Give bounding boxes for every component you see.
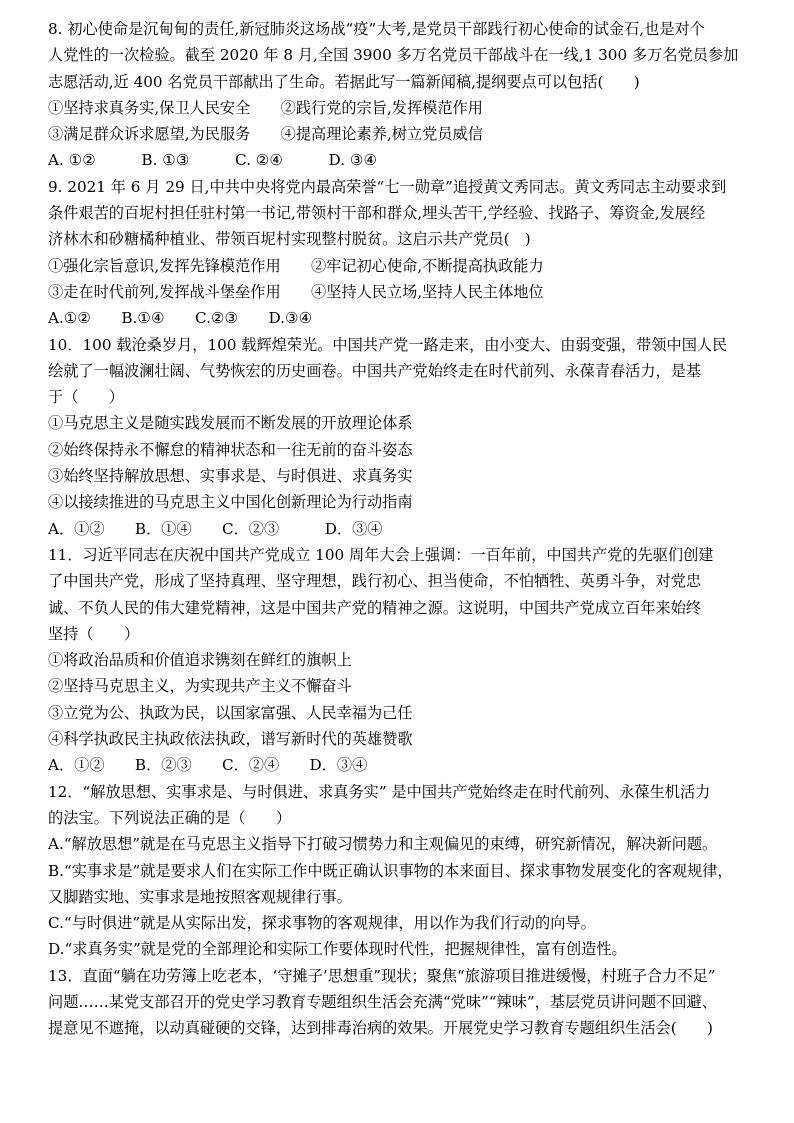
question-11-line-2: 了中国共产党，形成了坚持真理、坚守理想，践行初心、担当使命，不怕牺牲、英勇斗争，对党忠	[48, 572, 702, 591]
question-11-line-4: 坚持（ ）	[48, 624, 140, 643]
question-8-statements-3-4: ③满足群众诉求愿望,为民服务 ④提高理论素养,树立党员威信	[48, 125, 483, 144]
question-11-statement-4: ④科学执政民主执政依法执政，谱写新时代的英雄赞歌	[48, 730, 413, 749]
question-10-statement-2: ②始终保持永不懈怠的精神状态和一往无前的奋斗姿态	[48, 440, 413, 459]
question-10-statement-1: ①马克思主义是随实践发展而不断发展的开放理论体系	[48, 414, 413, 433]
question-13	[48, 963, 752, 1042]
question-11-statement-2: ②坚持马克思主义，为实现共产主义不懈奋斗	[48, 677, 352, 696]
question-11-statement-3: ③立党为公、执政为民，以国家富强、人民幸福为己任	[48, 703, 413, 722]
question-13-line-3: 提意见不遮掩，以动真碰硬的交锋，达到排毒治病的效果。开展党史学习教育专题组织生活会( )	[48, 1019, 713, 1038]
question-10-line-1: 10．100 载沧桑岁月，100 载辉煌荣光。中国共产党一路走来，由小变大、由弱变强，带领中国人民	[48, 335, 728, 354]
question-12-option-c: C.“与时俱进”就是从实际出发，探求事物的客观规律，用以作为我们行动的向导。	[48, 914, 596, 933]
question-10-statement-4: ④以接续推进的马克思主义中国化创新理论为行动指南	[48, 493, 413, 512]
question-9-line-2: 条件艰苦的百坭村担任驻村第一书记,带领村干部和群众,埋头苦干,学经验、找路子、筹资金,发展经	[48, 204, 706, 223]
question-12	[48, 779, 752, 963]
question-11-statement-1: ①将政治品质和价值追求镌刻在鲜红的旗帜上	[48, 651, 352, 670]
question-12-line-1: 12．“解放思想、实事求是、与时俱进、求真务实” 是中国共产党始终走在时代前列、永葆生机活力	[48, 782, 711, 801]
question-12-option-b-cont: 又脚踏实地、实事求是地按照客观规律行事。	[48, 887, 352, 906]
question-11-line-3: 诚、不负人民的伟大建党精神，这是中国共产党的精神之源。这说明，中国共产党成立百年来始终	[48, 598, 702, 617]
question-8-options: A. ①② B. ①③ C. ②④ D. ③④	[48, 151, 378, 170]
question-9-statements-1-2: ①强化宗旨意识,发挥先锋模范作用 ②牢记初心使命,不断提高执政能力	[48, 256, 544, 275]
question-11	[48, 542, 752, 779]
question-9-line-1: 9. 2021 年 6 月 29 日,中共中央将党内最高荣誉“七一勋章”追授黄文秀同志。黄文秀同志主动要求到	[48, 177, 727, 196]
question-12-option-b: B.“实事求是”就是要求人们在实际工作中既正确认识事物的本来面目、探求事物发展变化的客观规律，	[48, 861, 733, 880]
question-10-options: A．①② B．①④ C．②③ D．③④	[48, 519, 383, 538]
question-12-line-2: 的法宝。下列说法正确的是（ ）	[48, 808, 291, 827]
exam-page	[48, 16, 752, 1042]
question-8	[48, 16, 752, 174]
question-9	[48, 174, 752, 332]
question-10-line-3: 于（ ）	[48, 388, 124, 407]
question-12-option-a: A.“解放思想”就是在马克思主义指导下打破习惯势力和主观偏见的束缚，研究新情况，解决新问题。	[48, 835, 718, 854]
question-9-line-3: 济林木和砂糖橘种植业、带领百坭村实现整村脱贫。这启示共产党员( )	[48, 230, 531, 249]
question-13-line-1: 13．直面“躺在功劳簿上吃老本，‘守摊子’思想重”现状；聚焦“旅游项目推进缓慢，村班子合力不足”	[48, 966, 716, 985]
question-10	[48, 332, 752, 542]
question-8-statements-1-2: ①坚持求真务实,保卫人民安全 ②践行党的宗旨,发挥模范作用	[48, 98, 483, 117]
question-12-option-d: D.“求真务实”就是党的全部理论和实际工作要体现时代性，把握规律性，富有创造性。	[48, 940, 627, 959]
question-11-options: A．①② B．②③ C．②④ D．③④	[48, 756, 368, 775]
question-10-statement-3: ③始终坚持解放思想、实事求是、与时俱进、求真务实	[48, 467, 413, 486]
question-9-options: A.①② B.①④ C.②③ D.③④	[48, 309, 313, 328]
question-8-line-1: 8. 初心使命是沉甸甸的责任,新冠肺炎这场战“疫”大考,是党员干部践行初心使命的试金石,也是对个	[48, 20, 705, 38]
question-11-line-1: 11．习近平同志在庆祝中国共产党成立 100 周年大会上强调：一百年前，中国共产党的先驱们创建	[48, 545, 714, 564]
question-9-statements-3-4: ③走在时代前列,发挥战斗堡垒作用 ④坚持人民立场,坚持人民主体地位	[48, 282, 544, 301]
question-13-line-2: 问题……某党支部召开的党史学习教育专题组织生活会充满“党味”“辣味”，基层党员讲问题不回避、	[48, 992, 717, 1011]
question-10-line-2: 绘就了一幅波澜壮阔、气势恢宏的历史画卷。中国共产党始终走在时代前列、永葆青春活力，是基	[48, 361, 702, 380]
question-8-line-2: 人党性的一次检验。截至 2020 年 8 月,全国 3900 多万名党员干部战斗在一线,1 300 多万名党员参加	[48, 46, 739, 65]
question-8-line-3: 志愿活动,近 400 名党员干部献出了生命。若据此写一篇新闻稿,提纲要点可以包括( )	[48, 72, 640, 91]
